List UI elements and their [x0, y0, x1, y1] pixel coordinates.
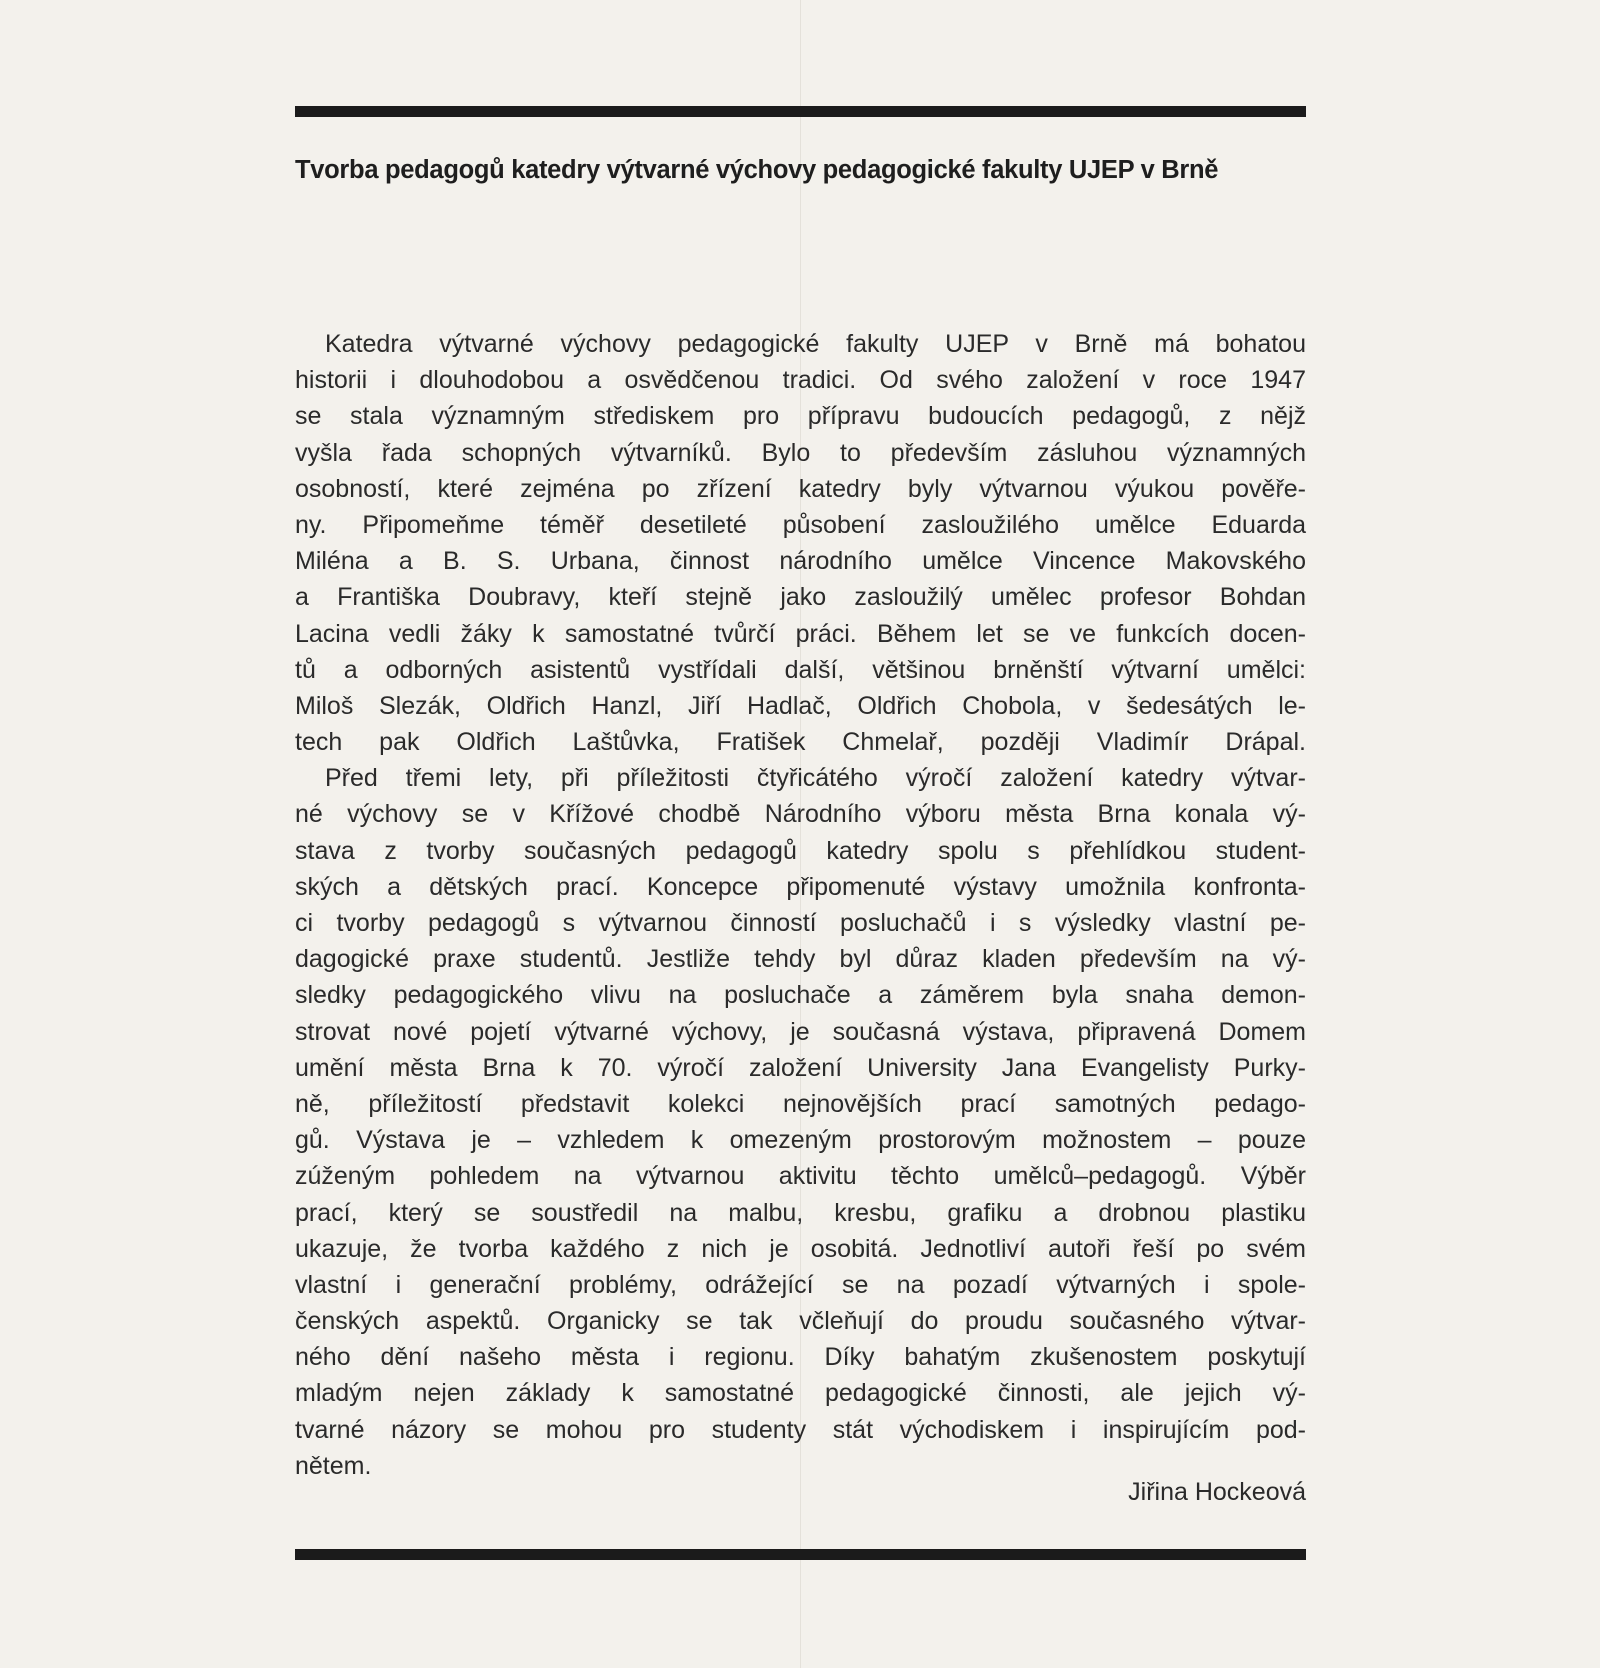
- text-line: gů. Výstava je – vzhledem k omezeným prostorovým možnostem – pouze: [295, 1126, 1306, 1155]
- text-line: vyšla řada schopných výtvarníků. Bylo to především zásluhou významných: [295, 438, 1306, 467]
- text-line: né výchovy se v Křížové chodbě Národního výboru města Brna konala vý-: [295, 800, 1306, 829]
- text-line: ny. Připomeňme téměř desetileté působení zasloužilého umělce Eduarda: [295, 510, 1306, 539]
- text-line: vlastní i generační problémy, odrážející se na pozadí výtvarných i spole-: [295, 1270, 1306, 1299]
- text-line: nětem.: [295, 1451, 372, 1480]
- text-line: historii i dlouhodobou a osvědčenou tradici. Od svého založení v roce 1947: [295, 366, 1306, 395]
- text-line: stava z tvorby současných pedagogů katedry spolu s přehlídkou student-: [295, 836, 1306, 865]
- text-line: prací, který se soustředil na malbu, kresbu, grafiku a drobnou plastiku: [295, 1198, 1306, 1227]
- text-line: zúženým pohledem na výtvarnou aktivitu těchto umělců–pedagogů. Výběr: [295, 1162, 1306, 1191]
- text-line: sledky pedagogického vlivu na posluchače a záměrem byla snaha demon-: [295, 981, 1306, 1010]
- text-line: strovat nové pojetí výtvarné výchovy, je současná výstava, připravená Domem: [295, 1017, 1306, 1046]
- text-line: Miléna a B. S. Urbana, činnost národního umělce Vincence Makovského: [295, 547, 1306, 576]
- text-line: ci tvorby pedagogů s výtvarnou činností posluchačů i s výsledky vlastní pe-: [295, 909, 1306, 937]
- author-signature: Jiřina Hockeová: [1128, 1478, 1306, 1506]
- text-line: Miloš Slezák, Oldřich Hanzl, Jiří Hadlač, Oldřich Chobola, v šedesátých le-: [295, 691, 1306, 720]
- text-line: Před třemi lety, při příležitosti čtyřicátého výročí založení katedry výtvar-: [325, 764, 1306, 793]
- text-line: se stala významným střediskem pro přípravu budoucích pedagogů, z nějž: [295, 402, 1306, 431]
- article-title: Tvorba pedagogů katedry výtvarné výchovy pedagogické fakulty UJEP v Brně: [295, 156, 1219, 184]
- text-line: tvarné názory se mohou pro studenty stát východiskem i inspirujícím pod-: [295, 1415, 1306, 1444]
- article-body: [295, 326, 1306, 1484]
- text-line: Katedra výtvarné výchovy pedagogické fakulty UJEP v Brně má bohatou: [325, 330, 1306, 358]
- bottom-rule: [295, 1549, 1306, 1560]
- text-line: umění města Brna k 70. výročí založení University Jana Evangelisty Purky-: [295, 1053, 1306, 1082]
- text-line: tech pak Oldřich Laštůvka, Fratišek Chmelař, později Vladimír Drápal.: [295, 728, 1306, 757]
- text-line: Lacina vedli žáky k samostatné tvůrčí práci. Během let se ve funkcích docen-: [295, 619, 1306, 648]
- text-line: a Františka Doubravy, kteří stejně jako zasloužilý umělec profesor Bohdan: [295, 583, 1306, 612]
- text-line: ských a dětských prací. Koncepce připomenuté výstavy umožnila konfronta-: [295, 872, 1306, 901]
- text-line: dagogické praxe studentů. Jestliže tehdy byl důraz kladen především na vý-: [295, 945, 1306, 974]
- text-line: ukazuje, že tvorba každého z nich je osobitá. Jednotliví autoři řeší po svém: [295, 1234, 1306, 1263]
- text-line: mladým nejen základy k samostatné pedagogické činnosti, ale jejich vý-: [295, 1379, 1306, 1408]
- text-line: osobností, které zejména po zřízení katedry byly výtvarnou výukou pověře-: [295, 474, 1306, 503]
- text-line: ného dění našeho města i regionu. Díky bahatým zkušenostem poskytují: [295, 1343, 1306, 1372]
- top-rule: [295, 106, 1306, 117]
- text-line: čenských aspektů. Organicky se tak včleňují do proudu současného výtvar-: [295, 1307, 1306, 1336]
- text-line: tů a odborných asistentů vystřídali další, většinou brněnští výtvarní umělci:: [295, 655, 1306, 684]
- text-line: ně, příležitostí představit kolekci nejnovějších prací samotných pedago-: [295, 1089, 1306, 1118]
